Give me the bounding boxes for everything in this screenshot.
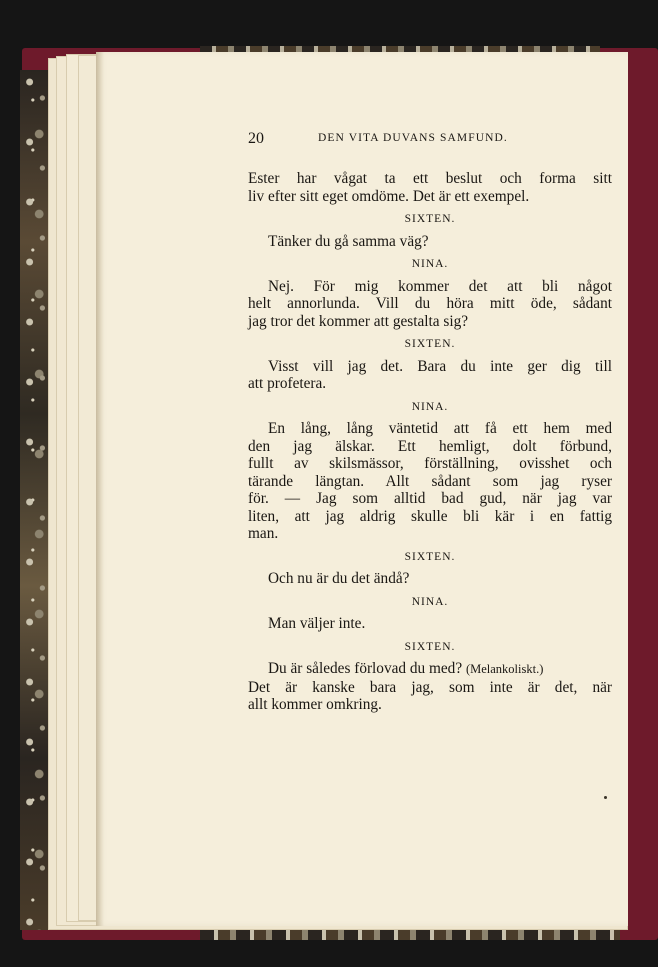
running-head [248,130,610,150]
dialogue-text: Du är således förlovad du med? [268,660,463,677]
speaker-label: NINA. [411,400,449,413]
paragraph [248,615,612,633]
speaker-label: NINA. [411,258,449,270]
text-line: liten, att jag aldrig skulle bli kär i en fattig [248,507,612,525]
page-number: 20 [248,130,264,147]
text-line: man. [248,525,279,542]
text-line: för. — Jag som alltid bad gud, när jag var [248,490,612,507]
text-line: Man väljer inte. [268,615,366,632]
text-line: En lång, lång väntetid att få ett hem med [268,420,612,437]
ink-speck [604,796,607,799]
speaker-label: NINA. [411,595,449,608]
paragraph [248,170,612,205]
text-line: tärande längtan. Allt sådant som jag ryser [248,472,612,490]
text-line: Visst vill jag det. Bara du inte ger dig till [268,357,612,375]
running-title: DEN VITA DUVANS SAMFUND. [318,132,508,144]
paragraph [248,570,612,588]
text-line: Ester har vågat ta ett beslut och forma sitt [248,170,612,187]
stage-direction: (Melankoliskt.) [465,662,544,676]
paragraph [248,278,612,331]
speaker-label: SIXTEN. [404,640,456,653]
page-body [248,170,612,714]
text-line: allt kommer omkring. [248,696,382,713]
text-line: att profetera. [248,375,327,392]
speaker-label: SIXTEN. [404,338,456,350]
text-line: Nej. För mig kommer det att bli något [268,277,612,295]
paragraph [248,420,612,543]
paragraph [248,660,612,714]
speaker-label: SIXTEN. [404,213,456,225]
text-line: Det är kanske bara jag, som inte är det, när [248,678,612,696]
text-line [248,660,612,679]
text-line: helt annorlunda. Vill du höra mitt öde, sådant [248,295,612,312]
paragraph [248,233,612,251]
page-gutter-shadow [96,52,104,926]
text-line: liv efter sitt eget omdöme. Det är ett exempel. [248,187,530,205]
text-line: Och nu är du det ändå? [268,570,410,587]
text-line: Tänker du gå samma väg? [268,232,429,250]
speaker-label: SIXTEN. [404,550,456,563]
text-line: den jag älskar. Ett hemligt, dolt förbund, [248,437,612,455]
text-line: fullt av skilsmässor, förställning, ovisshet och [248,455,612,472]
paragraph [248,358,612,393]
text-line: jag tror det kommer att gestalta sig? [248,312,469,330]
